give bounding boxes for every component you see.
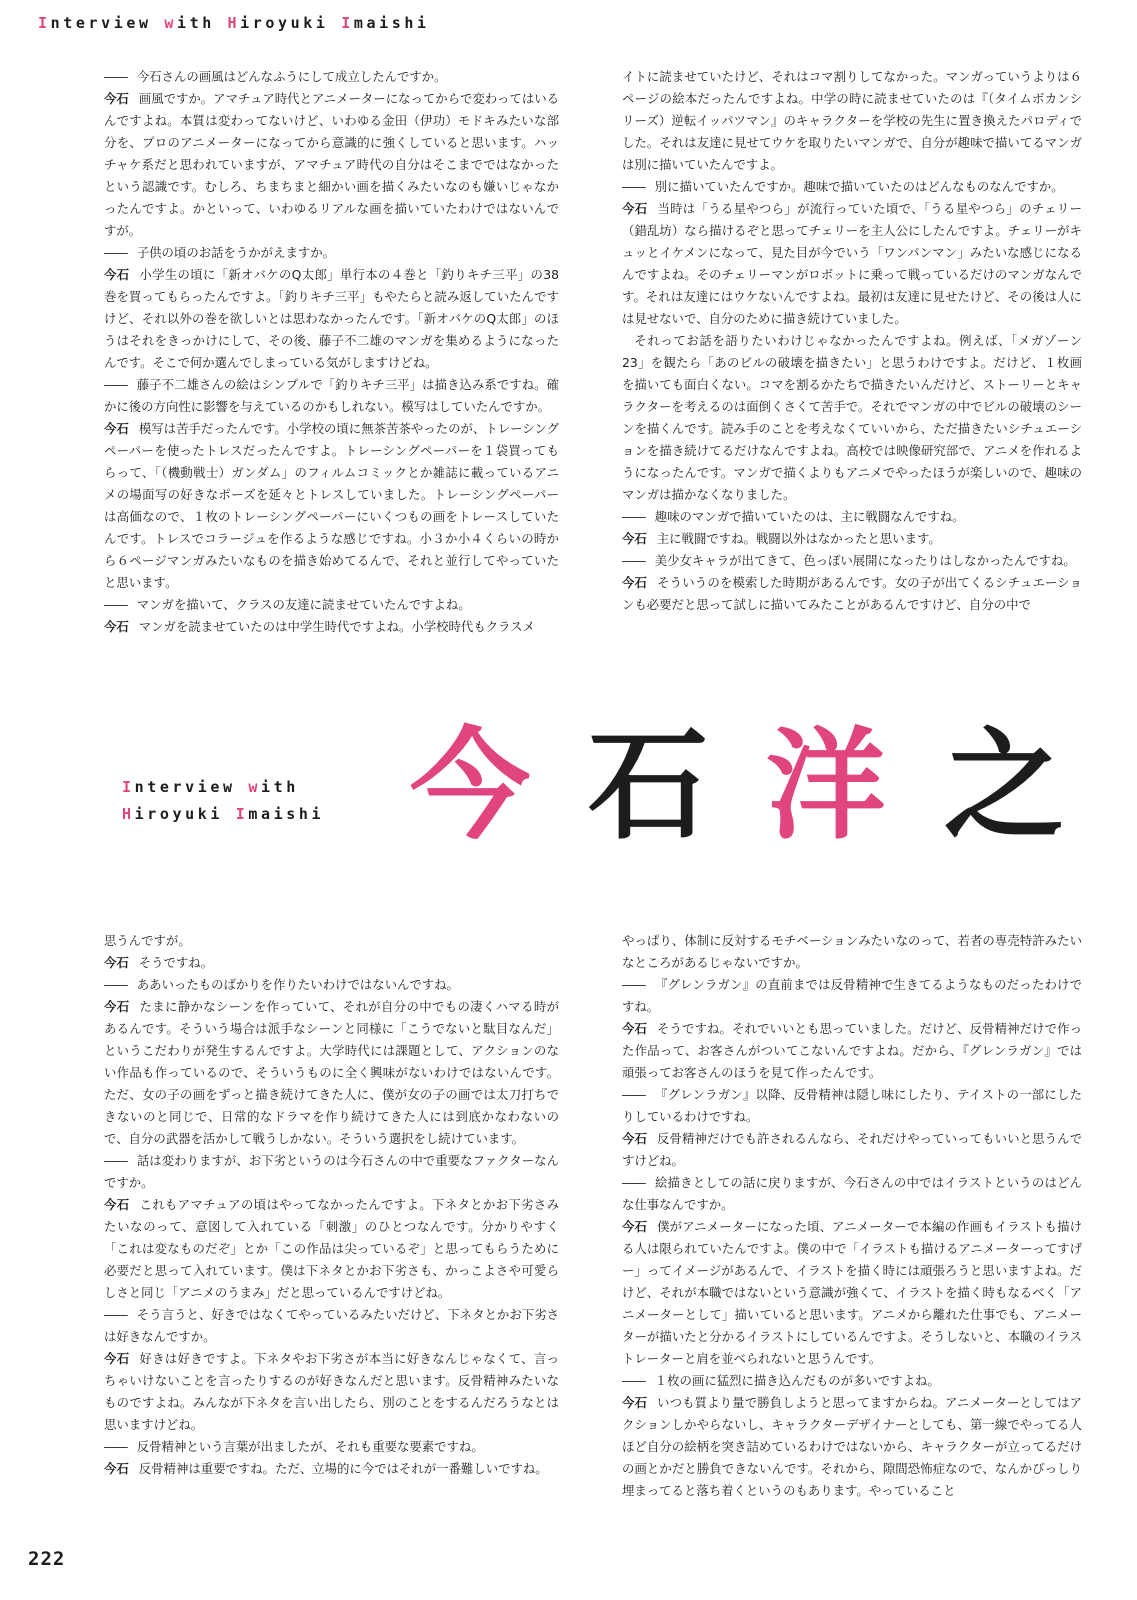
kanji-2: 石 xyxy=(588,717,708,856)
paragraph: 今石 たまに静かなシーンを作っていて、それが自分の中でもの凄くハマる時があるんです。そういう場合は派手なシーンと同様に「こうでないと駄目なんだ」というこだわりが発生するんですよ。大学時代には課題として、アクションのない作品も作っているので、そういうものに全く興味がないわけではないんです。ただ、女の子の画をずっと描き続けてきた人に、僕が女の子の画では太刀打ちできないのと同じで、日常的なドラマを作り続けてきた人には到底かなわないので、自分の武器を活かして戦うしかない。そういう選択をし続けています。 xyxy=(104,999,559,1146)
speaker-label: 今石 xyxy=(104,999,130,1014)
interviewer-mark: ―― xyxy=(622,179,645,194)
paragraph: ―― そう言うと、好きではなくてやっているみたいだけど、下ネタとかお下劣さは好きなんですか。 xyxy=(104,1307,559,1344)
paragraph: 今石 いつも質より量で勝負しようと思ってますからね。アニメーターとしてはアクションしかやらないし、キャラクターデザイナーとしても、第一線でやってる人ほど自分の絵柄を突き詰めているわけではないから、キャラクターが立ってるだけの画とかだと勝負できないんです。それから、隙間恐怖症なので、なんかびっしり埋まってると落ち着くというのもあります。やっていること xyxy=(622,1395,1082,1498)
name-kanji xyxy=(410,717,1090,856)
paragraph: やっぱり、体制に反対するモチベーションみたいなのって、若者の専売特許みたいなところがあるじゃないですか。 xyxy=(622,933,1082,970)
speaker-label: 今石 xyxy=(104,955,129,970)
column-bottom-left xyxy=(104,930,559,1480)
paragraph: ―― マンガを描いて、クラスの友達に読ませていたんですよね。 xyxy=(104,597,471,612)
paragraph: それってお話を語りたいわけじゃなかったんですよね。例えば、「メガゾーン23」を観たら「あのビルの破壊を描きたい」と思うわけですよ。だけど、１枚画を描いても面白くない。コマを割るかたちで描きたいんだけど、ストーリーとキャラクターを考えるのは面倒くさくて苦手で。それでマンガの中でビルの破壊のシーンを描くんです。読み手のことを考えなくていいから、ただ描きたいシチュエーションを描き続けてるだけなんですよね。高校では映像研究部で、アニメを作れるようになったんです。マンガで描くよりもアニメでやったほうが楽しいので、趣味のマンガは描かなくなりました。 xyxy=(622,333,1082,502)
column-bottom-right xyxy=(622,930,1082,1502)
paragraph: 今石 僕がアニメーターになった頃、アニメーターで本編の作画もイラストも描ける人は限られていたんですよ。僕の中で「イラストも描けるアニメーターってすげー」ってイメージがあるんで、イラストを描く時には頑張ろうと思いますよね。だけど、それが本職ではないという意識が強くて、イラストを描く時もなるべく「アニメーターとして」描いていると思います。アニメから離れた仕事でも、アニメーターが描いたと分かるイラストにしているんですよ。そうしないと、本職のイラストレーターと肩を並べられないと思うんです。 xyxy=(622,1219,1083,1366)
speaker-label: 今石 xyxy=(104,91,129,106)
interviewer-mark: ―― xyxy=(104,245,127,260)
paragraph: ―― 反骨精神という言葉が出ましたが、それも重要な要素ですね。 xyxy=(104,1439,484,1454)
paragraph: ―― ああいったものばかりを作りたいわけではないんですね。 xyxy=(104,977,459,992)
speaker-label: 今石 xyxy=(104,1197,130,1212)
interviewer-mark: ―― xyxy=(622,1087,645,1102)
interviewer-mark: ―― xyxy=(622,553,645,568)
paragraph: ―― 絵描きとしての話に戻りますが、今石さんの中ではイラストというのはどんな仕事なんですか。 xyxy=(622,1175,1082,1212)
paragraph: イトに読ませていたけど、それはコマ割りしてなかった。マンガっていうよりは６ページの絵本だったんですよね。中学の時に読ませていたのは『（タイムボカンシリーズ）逆転イッパツマン』のキャラクターを学校の先生に置き換えたパロディでした。それは友達に見せてウケを取りたいマンガで、自分が趣味で描いてるマンガは別に描いていたんですよ。 xyxy=(622,69,1082,172)
paragraph: 今石 画風ですか。アマチュア時代とアニメーターになってからで変わってはいるんですよね。本質は変わってないけど、いわゆる金田（伊功）モドキみたいな部分を、プロのアニメーターになってから意識的に強くしていると思います。ハッチャケ系だと思われていますが、アマチュア時代の自分はそこまでではなかったという認識です。むしろ、ちまちまと細かい画を描くみたいなのも嫌いじゃなかったんですよ。かといって、いわゆるリアルな画を描いていたわけではないんですが。 xyxy=(104,91,559,238)
interviewer-mark: ―― xyxy=(622,977,645,992)
speaker-label: 今石 xyxy=(104,619,129,634)
paragraph: 今石 そうですね。それでいいとも思っていました。だけど、反骨精神だけで作った作品って、お客さんがついてこないんですよね。だから、『グレンラガン』では頑張ってお客さんのほうを見て作ったんです。 xyxy=(622,1021,1083,1080)
speaker-label: 今石 xyxy=(104,267,130,282)
paragraph: ―― 美少女キャラが出てきて、色っぽい展開になったりはしなかったんですね。 xyxy=(622,553,1076,568)
speaker-label: 今石 xyxy=(622,531,647,546)
page-number: 222 xyxy=(28,1548,66,1570)
speaker-label: 今石 xyxy=(622,1021,648,1036)
paragraph: ―― 趣味のマンガで描いていたのは、主に戦闘なんですね。 xyxy=(622,509,965,524)
paragraph: ―― 藤子不二雄さんの絵はシンプルで「釣りキチ三平」は描き込み系ですね。確かに後の方向性に影響を与えているのかもしれない。模写はしていたんですか。 xyxy=(104,377,559,414)
kanji-3: 洋 xyxy=(766,717,886,856)
paragraph: 今石 反骨精神だけでも許されるんなら、それだけやっていってもいいと思うんですけどね。 xyxy=(622,1131,1083,1168)
paragraph: ―― 別に描いていたんですか。趣味で描いていたのはどんなものなんですか。 xyxy=(622,179,1064,194)
paragraph: 今石 反骨精神は重要ですね。ただ、立場的に今ではそれが一番難しいですね。 xyxy=(104,1461,548,1476)
paragraph: 今石 そういうのを模索した時期があるんです。女の子が出てくるシチュエーションも必要だと思って試しに描いてみたことがあるんですけど、自分の中で xyxy=(622,575,1083,612)
interview-title-line2: Hiroyuki Imaishi xyxy=(122,805,325,823)
interviewer-mark: ―― xyxy=(104,1439,127,1454)
paragraph: 今石 マンガを読ませていたのは中学生時代ですよね。小学校時代もクラスメ xyxy=(104,619,535,634)
kanji-1: 今 xyxy=(410,717,530,856)
paragraph: 今石 そうですね。 xyxy=(104,955,214,970)
interview-title-line1: Interview with xyxy=(122,778,299,796)
interviewer-mark: ―― xyxy=(622,1373,645,1388)
paragraph: ―― 『グレンラガン』の直前までは反骨精神で生きてるようなものだったわけですね。 xyxy=(622,977,1082,1014)
paragraph: ―― 今石さんの画風はどんなふうにして成立したんですか。 xyxy=(104,69,447,84)
interviewer-mark: ―― xyxy=(622,509,645,524)
speaker-label: 今石 xyxy=(104,1351,130,1366)
interview-title xyxy=(122,774,324,828)
interviewer-mark: ―― xyxy=(104,1153,127,1168)
speaker-label: 今石 xyxy=(622,201,648,216)
interviewer-mark: ―― xyxy=(104,977,127,992)
speaker-label: 今石 xyxy=(104,1461,129,1476)
paragraph: 今石 主に戦闘ですね。戦闘以外はなかったと思います。 xyxy=(622,531,941,546)
paragraph: 思うんですが。 xyxy=(104,933,191,948)
speaker-label: 今石 xyxy=(622,1395,648,1410)
paragraph: ―― 『グレンラガン』以降、反骨精神は隠し味にしたり、テイストの一部にしたりしているわけですね。 xyxy=(622,1087,1082,1124)
paragraph: 今石 小学生の頃に「新オバケのQ太郎」単行本の４巻と「釣りキチ三平」の38巻を買ってもらったんですよ。「釣りキチ三平」もやたらと読み返していたんですけど、それ以外の巻を欲しいとは思わなかったんです。「新オバケのQ太郎」のほうはそれをきっかけにして、その後、藤子不二雄のマンガを集めるようになったんです。そこで何か選んでしまっている気がしますけどね。 xyxy=(104,267,559,370)
paragraph: ―― 話は変わりますが、お下劣というのは今石さんの中で重要なファクターなんですか。 xyxy=(104,1153,559,1190)
speaker-label: 今石 xyxy=(622,1219,648,1234)
paragraph: ―― １枚の画に猛烈に描き込んだものが多いですよね。 xyxy=(622,1373,940,1388)
speaker-label: 今石 xyxy=(104,421,129,436)
paragraph: 今石 当時は「うる星やつら」が流行っていた頃で、「うる星やつら」のチェリー（錯乱坊）なら描けるぞと思ってチェリーを主人公にしたんですよ。チェリーがキュッとイケメンになって、見た目が今でいう「ワンパンマン」みたいな感じになるんですよね。そのチェリーマンがロボットに乗って戦っているだけのマンガなんです。それは友達にはウケないんですよね。最初は友達に見せたけど、その後は人には見せないで、自分のために描き続けていました。 xyxy=(622,201,1083,326)
kanji-4: 之 xyxy=(944,717,1064,856)
interviewer-mark: ―― xyxy=(104,597,127,612)
interviewer-mark: ―― xyxy=(104,1307,127,1322)
paragraph: 今石 これもアマチュアの頃はやってなかったんですよ。下ネタとかお下劣さみたいなのって、意図して入れている「刺激」のひとつなんです。分かりやすく「これは変なものだぞ」とか「この作品は尖っているぞ」と思ってもらうために必要だと思って入れています。僕は下ネタとかお下劣さも、かっこよさや可愛らしさと同じ「アニメのうまみ」だと思っているんですけどね。 xyxy=(104,1197,559,1300)
running-header: Interview with Hiroyuki Imaishi xyxy=(38,14,430,32)
column-top-right xyxy=(622,66,1082,616)
speaker-label: 今石 xyxy=(622,575,648,590)
interviewer-mark: ―― xyxy=(622,1175,645,1190)
interviewer-mark: ―― xyxy=(104,69,127,84)
paragraph: 今石 模写は苦手だったんです。小学校の頃に無茶苦茶やったのが、トレーシングペーパーを使ったトレスだったんですよ。トレーシングペーパーを１袋買ってもらって、「（機動戦士）ガンダム」のフィルムコミックとか雑誌に載っているアニメの場面写の好きなポーズを延々とトレスしていました。トレーシングペーパーは高価なので、１枚のトレーシングペーパーにいくつもの画をトレースしていたんです。トレスでコラージュを作るような感じですね。小３か小４くらいの時から６ページマンガみたいなものを描き始めてるんで、それと並行してやっていたと思います。 xyxy=(104,421,560,590)
column-top-left xyxy=(104,66,559,638)
paragraph: 今石 好きは好きですよ。下ネタやお下劣さが本当に好きなんじゃなくて、言っちゃいけないことを言ったりするのが好きなんだと思います。反骨精神みたいなものですよね。みんなが下ネタを言い出したら、別のことをするんだろうなとは思いますけどね。 xyxy=(104,1351,559,1432)
interviewer-mark: ―― xyxy=(104,377,127,392)
paragraph: ―― 子供の頃のお話をうかがえますか。 xyxy=(104,245,336,260)
speaker-label: 今石 xyxy=(622,1131,648,1146)
